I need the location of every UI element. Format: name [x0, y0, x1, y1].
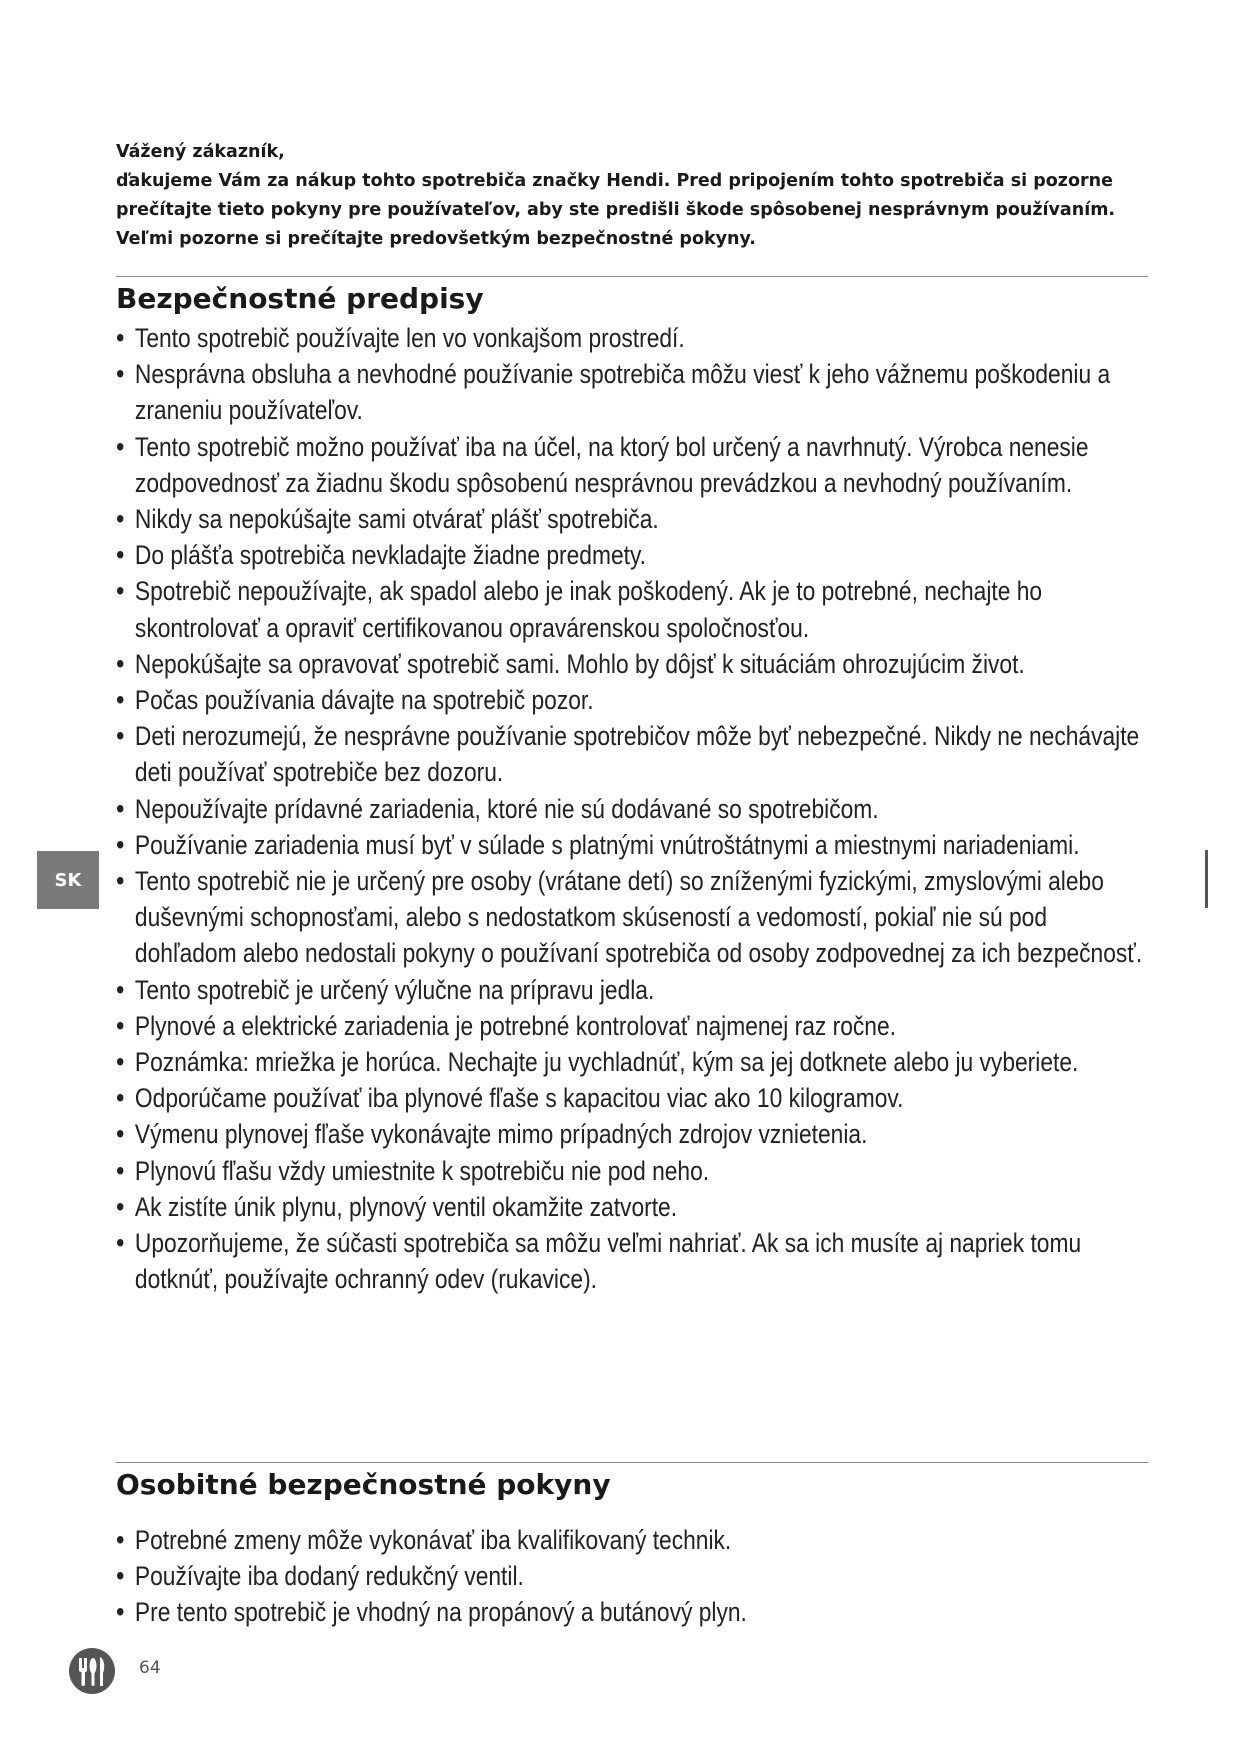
list-item: • Pre tento spotrebič je vhodný na propánový a butánový plyn.	[116, 1594, 1148, 1630]
cutlery-logo-icon	[68, 1647, 116, 1695]
list-item: • Plynovú fľašu vždy umiestnite k spotrebiču nie pod neho.	[116, 1153, 1148, 1189]
list-item: • Tento spotrebič používajte len vo vonkajšom prostredí.	[116, 320, 1148, 356]
list-item: • Plynové a elektrické zariadenia je potrebné kontrolovať najmenej raz ročne.	[116, 1008, 1148, 1044]
list-item: • Používanie zariadenia musí byť v súlade s platnými vnútroštátnymi a miestnymi nariadeniami.	[116, 827, 1148, 863]
safety-list	[116, 320, 1148, 1297]
list-item: • Nikdy sa nepokúšajte sami otvárať plášť spotrebiča.	[116, 501, 1148, 537]
language-tab: SK	[37, 851, 99, 909]
intro-text	[116, 138, 1156, 254]
list-item: • Spotrebič nepoužívajte, ak spadol alebo je inak poškodený. Ak je to potrebné, nechajte ho skontrolovať a opraviť certifikovanou opravárenskou spoločnosťou.	[116, 573, 1148, 645]
list-item: • Používajte iba dodaný redukčný ventil.	[116, 1558, 1148, 1594]
special-heading: Osobitné bezpečnostné pokyny	[116, 1468, 611, 1501]
list-item: • Nepokúšajte sa opravovať spotrebič sami. Mohlo by dôjsť k situáciám ohrozujúcim život.	[116, 646, 1148, 682]
list-item: • Odporúčame používať iba plynové fľaše s kapacitou viac ako 10 kilogramov.	[116, 1080, 1148, 1116]
list-item: • Upozorňujeme, že súčasti spotrebiča sa môžu veľmi nahriať. Ak sa ich musíte aj napriek tomu dotknúť, používajte ochranný odev (rukavice).	[116, 1225, 1148, 1297]
list-item: • Deti nerozumejú, že nesprávne používanie spotrebičov môže byť nebezpečné. Nikdy ne nechávajte deti používať spotrebiče bez dozoru.	[116, 718, 1148, 790]
list-item: • Nepoužívajte prídavné zariadenia, ktoré nie sú dodávané so spotrebičom.	[116, 791, 1148, 827]
safety-heading: Bezpečnostné predpisy	[116, 282, 484, 315]
list-item: • Tento spotrebič je určený výlučne na prípravu jedla.	[116, 972, 1148, 1008]
page-number: 64	[139, 1658, 161, 1678]
list-item: • Tento spotrebič možno používať iba na účel, na ktorý bol určený a navrhnutý. Výrobca nenesie zodpovednosť za žiadnu škodu spôsobenú nesprávnou prevádzkou a nevhodný používaním.	[116, 429, 1148, 501]
special-list	[116, 1522, 1148, 1631]
margin-marker	[1205, 850, 1208, 908]
intro-paragraph: ďakujeme Vám za nákup tohto spotrebiča značky Hendi. Pred pripojením tohto spotrebiča si pozorne prečítajte tieto pokyny pre používateľov, aby ste predišli škode spôsobenej nesprávnym používaním. Veľmi pozorne si prečítajte predovšetkým bezpečnostné pokyny.	[116, 171, 1116, 249]
greeting: Vážený zákazník,	[116, 142, 285, 162]
section-divider	[116, 276, 1148, 277]
list-item: • Poznámka: mriežka je horúca. Nechajte ju vychladnúť, kým sa jej dotknete alebo ju vyberiete.	[116, 1044, 1148, 1080]
list-item: • Tento spotrebič nie je určený pre osoby (vrátane detí) so zníženými fyzickými, zmyslovými alebo duševnými schopnosťami, alebo s nedostatkom skúseností a vedomostí, pokiaľ nie sú pod dohľadom alebo nedostali pokyny o používaní spotrebiča od osoby zodpovednej za ich bezpečnosť.	[116, 863, 1148, 972]
list-item: • Výmenu plynovej fľaše vykonávajte mimo prípadných zdrojov vznietenia.	[116, 1116, 1148, 1152]
list-item: • Nesprávna obsluha a nevhodné používanie spotrebiča môžu viesť k jeho vážnemu poškodeniu a zraneniu používateľov.	[116, 356, 1148, 428]
section-divider	[116, 1462, 1148, 1463]
list-item: • Potrebné zmeny môže vykonávať iba kvalifikovaný technik.	[116, 1522, 1148, 1558]
list-item: • Ak zistíte únik plynu, plynový ventil okamžite zatvorte.	[116, 1189, 1148, 1225]
list-item: • Počas používania dávajte na spotrebič pozor.	[116, 682, 1148, 718]
list-item: • Do plášťa spotrebiča nevkladajte žiadne predmety.	[116, 537, 1148, 573]
